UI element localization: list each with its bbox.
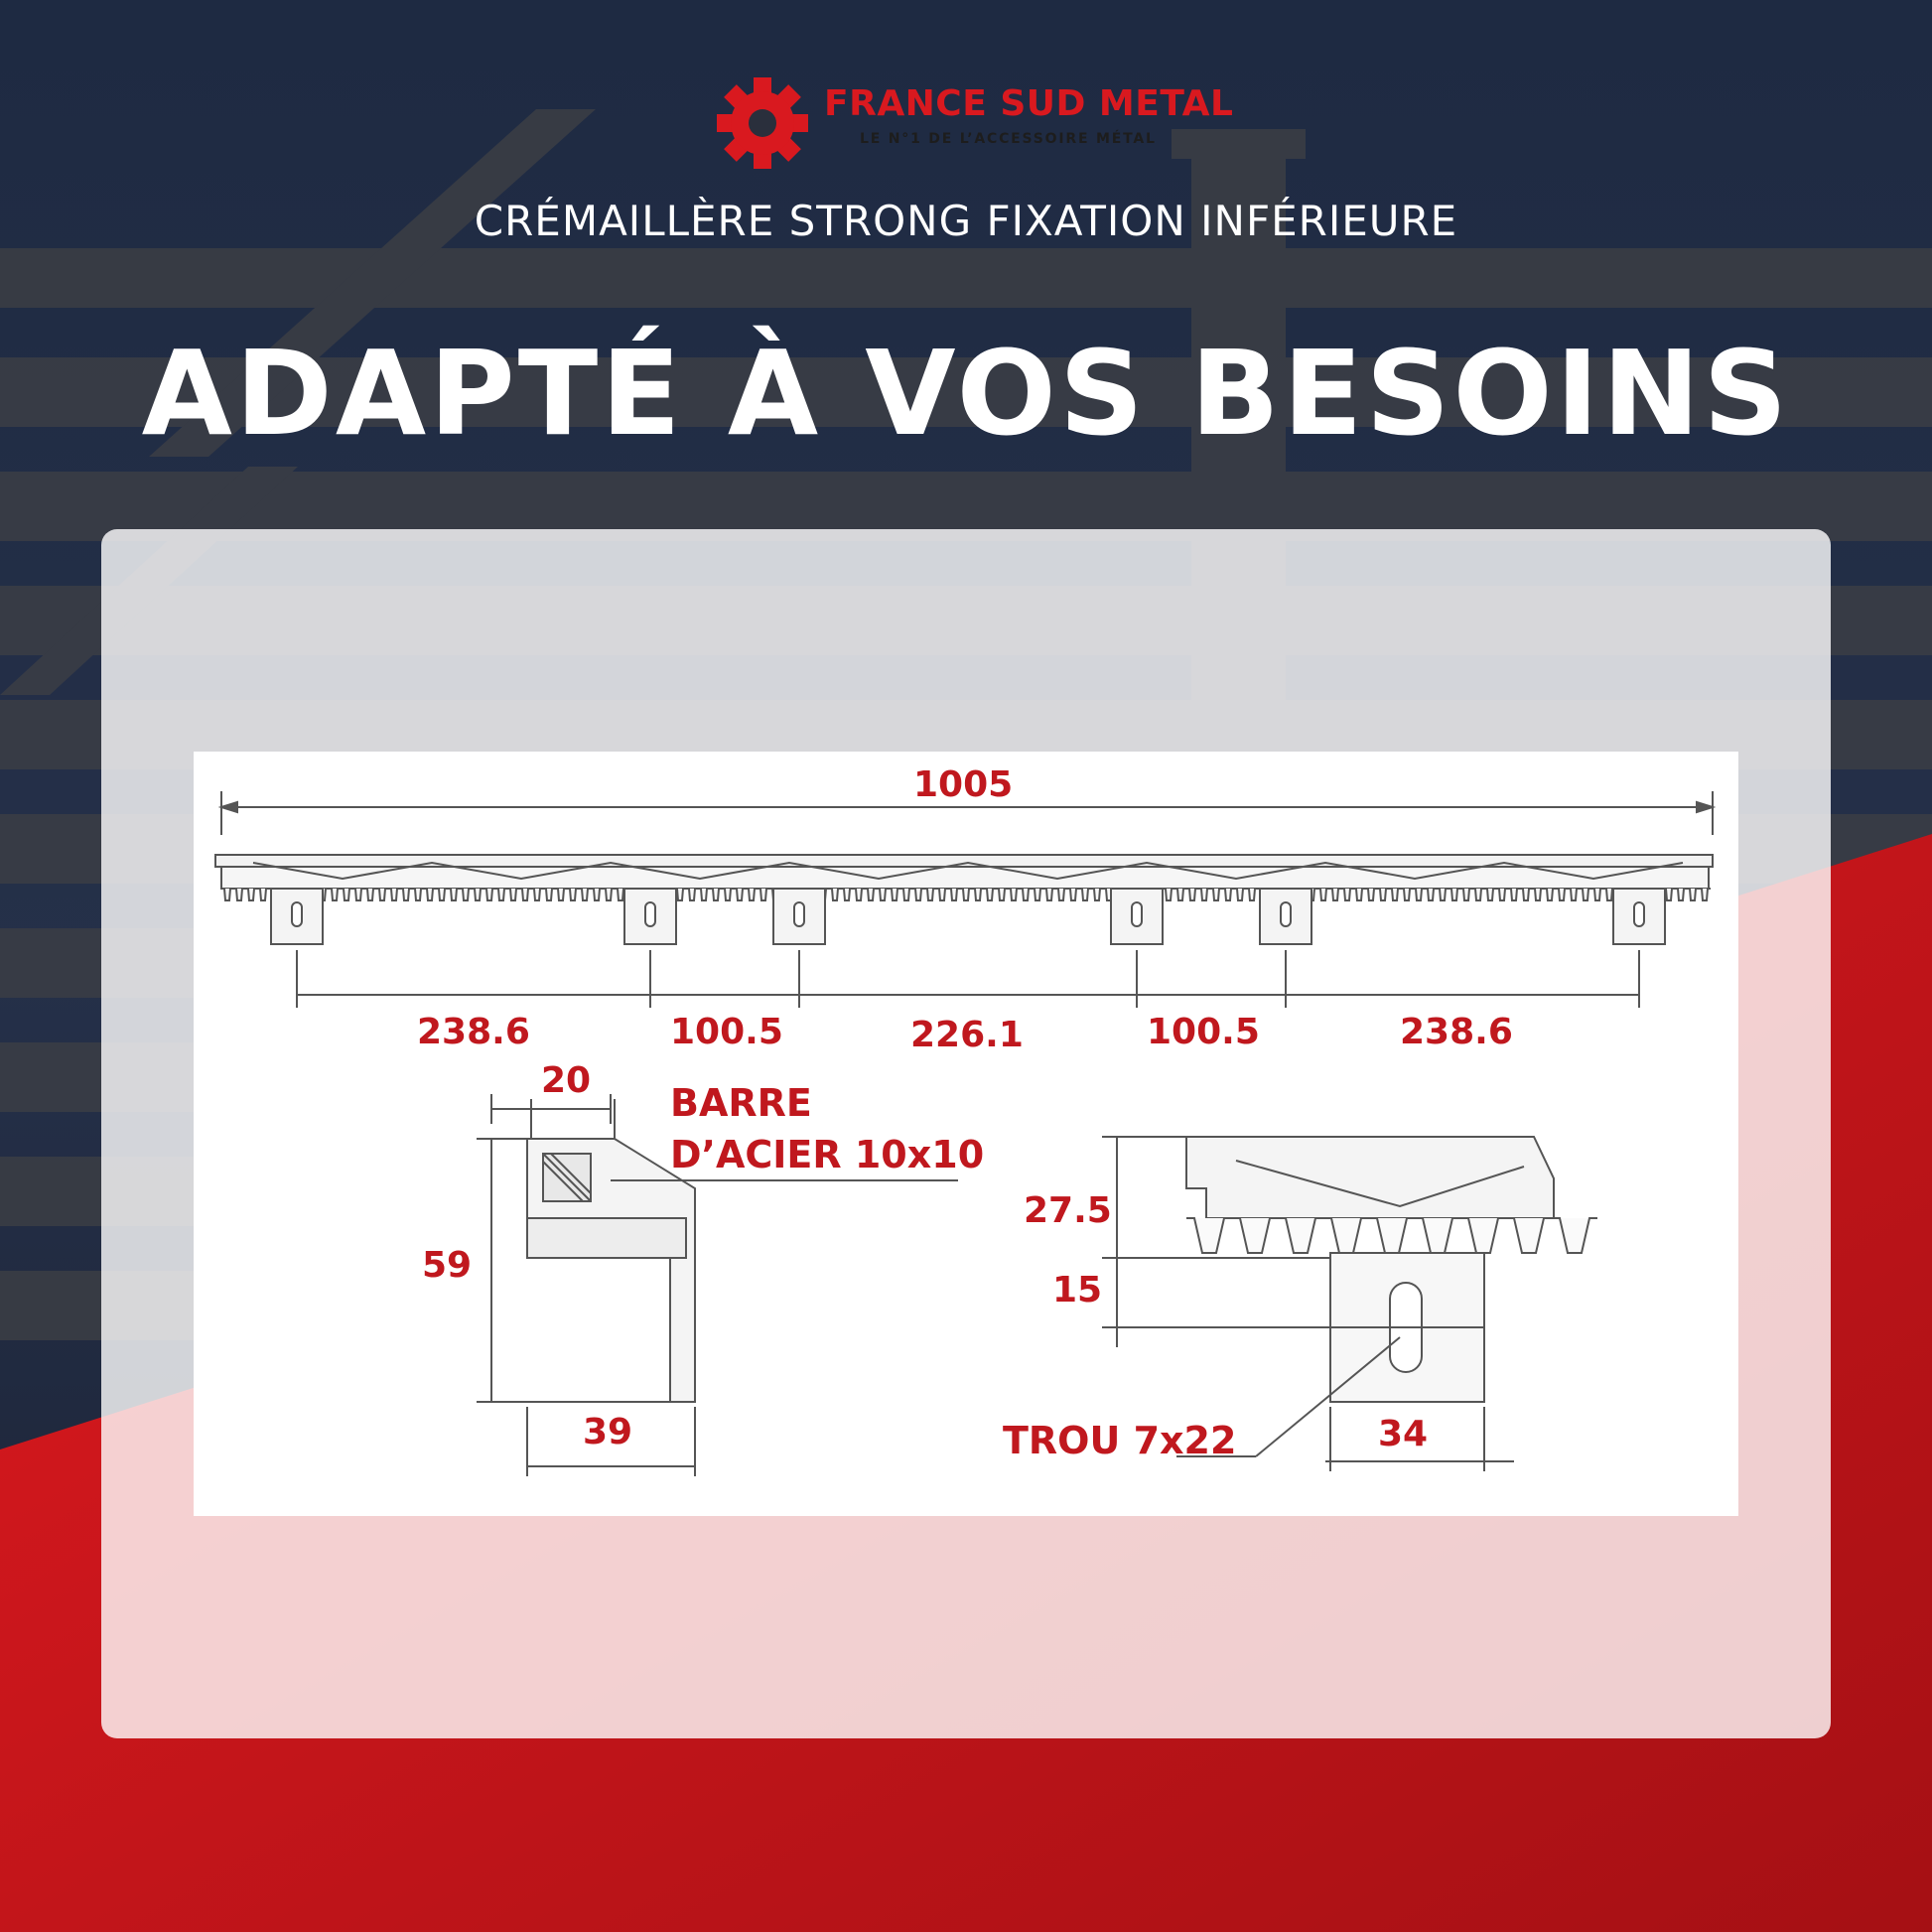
lug-hole	[292, 902, 302, 926]
dim-spacing-5: 238.6	[1400, 1012, 1513, 1052]
bar-label-line2: D’ACIER 10x10	[670, 1133, 985, 1176]
dim-profile-bottom-width: 39	[583, 1412, 633, 1452]
dim-profile-height: 59	[422, 1245, 473, 1286]
dim-spacing-3: 226.1	[910, 1015, 1024, 1055]
dim-spacing-4: 100.5	[1147, 1012, 1260, 1052]
brand-tagline: LE N°1 DE L’ACCESSOIRE MÉTAL	[860, 131, 1157, 147]
hole-label: TROU 7x22	[1003, 1419, 1237, 1462]
dim-rack-height: 27.5	[1024, 1190, 1112, 1231]
lug-hole	[1634, 902, 1644, 926]
technical-drawing	[194, 752, 1738, 1516]
lug-hole	[1132, 902, 1142, 926]
dim-lug-offset: 15	[1052, 1270, 1103, 1311]
brand-name: FRANCE SUD METAL	[824, 83, 1234, 124]
dim-lug-width: 34	[1378, 1414, 1429, 1454]
dim-total-length: 1005	[913, 764, 1014, 805]
page-subtitle: CRÉMAILLÈRE STRONG FIXATION INFÉRIEURE	[474, 197, 1458, 245]
brand-logo	[713, 75, 1234, 171]
lug-hole	[794, 902, 804, 926]
gear-icon	[713, 75, 812, 171]
lug-hole	[1281, 902, 1291, 926]
dim-profile-top-width: 20	[541, 1060, 592, 1101]
page-title: ADAPTÉ À VOS BESOINS	[141, 325, 1791, 462]
bar-label-line1: BARRE	[670, 1081, 812, 1125]
lug-hole	[645, 902, 655, 926]
dim-spacing-2: 100.5	[670, 1012, 783, 1052]
dim-spacing-1: 238.6	[417, 1012, 530, 1052]
